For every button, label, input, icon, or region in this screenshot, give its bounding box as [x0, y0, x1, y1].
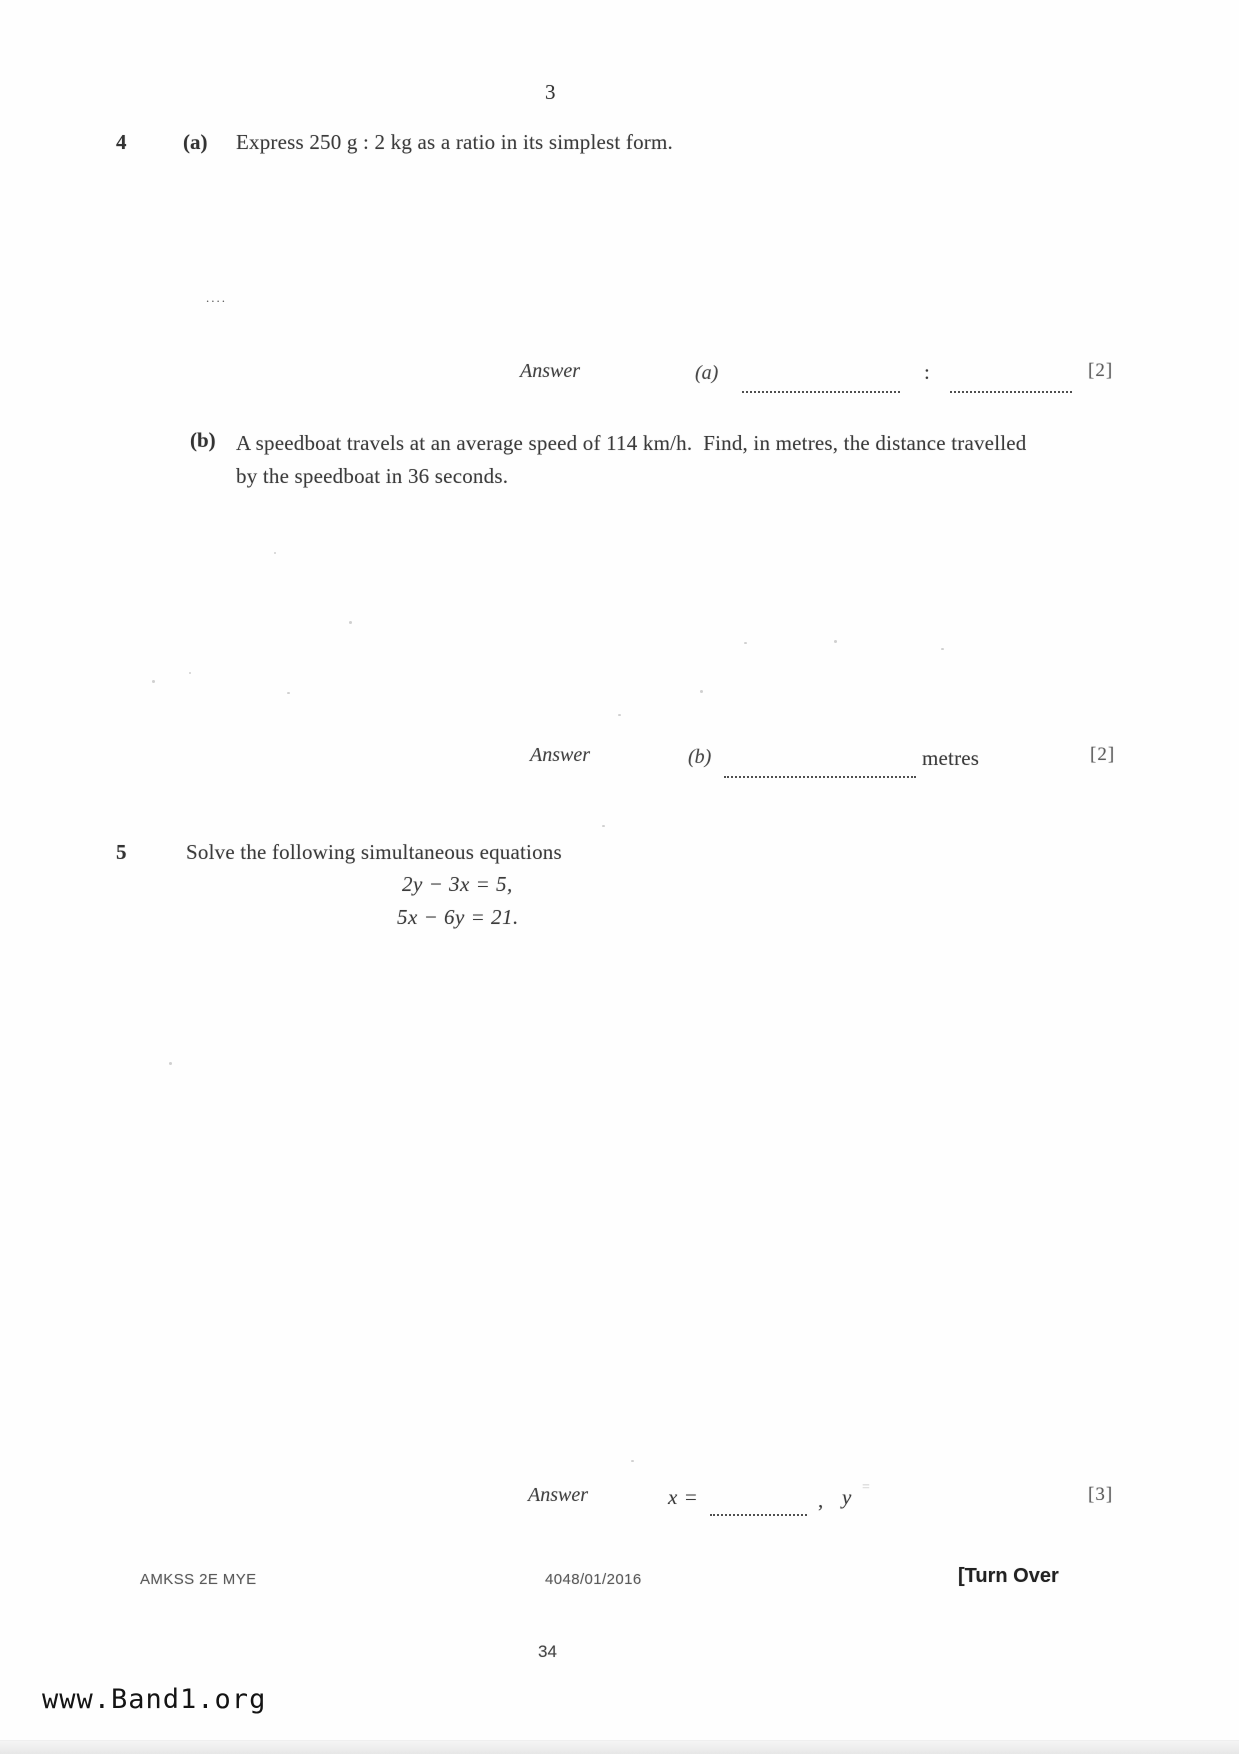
scan-speck [169, 1062, 172, 1065]
question-4a-label: (a) [183, 130, 208, 154]
question-4b-text: A speedboat travels at an average speed of 114 km/h. Find, in metres, the distance travelled by the speedboat in 36 seconds. [236, 431, 1032, 488]
scan-faint-mark: = [862, 1480, 870, 1495]
watermark-url: www.Band1.org [42, 1684, 267, 1715]
question-4-number: 4 [116, 130, 127, 154]
answer-5-marks: [3] [1088, 1484, 1114, 1505]
scan-speck [744, 642, 747, 644]
footer-school-code: AMKSS 2E MYE [140, 1571, 257, 1588]
scan-edge-bar [0, 1740, 1239, 1754]
answer-4a-marks: [2] [1088, 360, 1114, 381]
answer-5-prefix: Answer [528, 1484, 588, 1506]
scan-speck [700, 690, 703, 693]
question-5-number: 5 [116, 840, 127, 864]
answer-4b-part-label: (b) [688, 746, 712, 768]
scan-speck [618, 714, 621, 716]
answer-4a-prefix: Answer [520, 360, 580, 382]
answer-5-x-label: x = [668, 1485, 699, 1509]
page-number-top: 3 [545, 80, 556, 104]
question-5-text: Solve the following simultaneous equations [186, 840, 562, 864]
scan-speck [941, 648, 944, 650]
answer-5-y-label: y [842, 1485, 852, 1509]
answer-5-comma: , [818, 1488, 824, 1512]
answer-4a-blank-left [742, 377, 900, 393]
answer-4b-prefix: Answer [530, 744, 590, 766]
page-number-bottom: 34 [538, 1642, 557, 1661]
scan-speck [602, 825, 605, 827]
answer-5-x-blank [710, 1500, 807, 1516]
answer-4b-marks: [2] [1090, 744, 1116, 765]
question-4a-text: Express 250 g : 2 kg as a ratio in its simplest form. [236, 130, 673, 154]
footer-turn-over: [Turn Over [958, 1565, 1059, 1587]
question-5-equation-2: 5x − 6y = 21. [397, 905, 519, 929]
answer-4b-unit: metres [922, 746, 980, 770]
answer-4a-blank-right [950, 377, 1072, 393]
answer-4b-blank [724, 762, 916, 778]
scan-speck [274, 552, 276, 554]
scan-speck [189, 672, 191, 674]
question-4b-label: (b) [190, 428, 216, 452]
answer-4a-part-label: (a) [695, 362, 719, 384]
scan-speck [349, 621, 352, 624]
answer-4a-ratio-colon: : [924, 360, 931, 384]
scan-stray-dots: .... [206, 290, 227, 305]
scan-speck [152, 680, 155, 683]
scan-speck [834, 640, 837, 643]
scan-speck [287, 692, 290, 694]
scan-speck [631, 1460, 634, 1462]
footer-paper-code: 4048/01/2016 [545, 1571, 642, 1588]
question-5-equation-1: 2y − 3x = 5, [402, 872, 513, 896]
